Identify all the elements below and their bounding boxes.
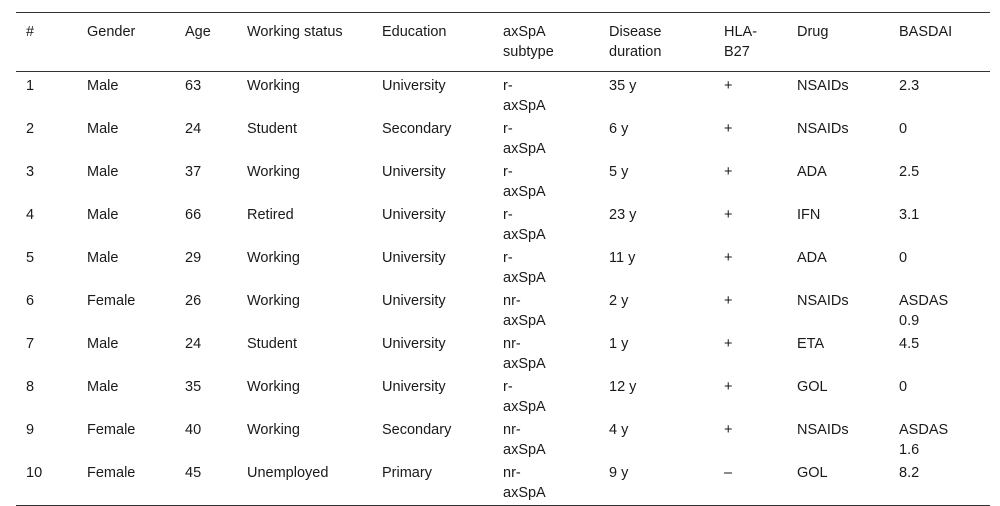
cell-number-value: 6 [26,293,35,309]
cell-axspa-subtype [493,290,599,333]
header-hla-b27-label: HLA-B27 [724,24,758,60]
cell-hla-b27-value: – [724,465,733,481]
cell-axspa-subtype [493,333,599,376]
cell-axspa-subtype-value: nr-axSpA [503,293,546,329]
cell-axspa-subtype-value: nr-axSpA [503,422,546,458]
table-row [16,333,990,376]
cell-education [372,118,493,161]
cell-number-value: 2 [26,121,35,137]
cell-age [175,247,237,290]
cell-basdai-value: 0 [899,121,908,137]
cell-education-value: University [382,164,446,180]
cell-age [175,376,237,419]
cell-age [175,204,237,247]
cell-axspa-subtype [493,376,599,419]
cell-hla-b27 [714,204,787,247]
header-axspa-subtype-label: axSpA subtype [503,24,554,60]
cell-hla-b27 [714,376,787,419]
cell-drug-value: GOL [797,465,828,481]
cell-education-value: University [382,336,446,352]
cell-age [175,290,237,333]
cell-age [175,462,237,506]
cell-education-value: Secondary [382,422,452,438]
cell-age-value: 66 [185,207,202,223]
header-disease-duration-label: Disease duration [609,24,662,60]
patient-characteristics-table [16,12,990,506]
cell-drug [787,247,889,290]
cell-working-status [237,333,372,376]
cell-axspa-subtype [493,462,599,506]
cell-working-status-value: Working [247,422,300,438]
cell-number-value: 8 [26,379,35,395]
cell-basdai-value: 2.3 [899,78,920,94]
cell-education-value: University [382,250,446,266]
table-header-row [16,13,990,72]
cell-basdai [889,376,990,419]
cell-education [372,419,493,462]
cell-gender [77,247,175,290]
cell-drug-value: GOL [797,379,828,395]
cell-hla-b27-value: + [724,293,733,309]
cell-hla-b27 [714,290,787,333]
cell-working-status-value: Working [247,164,300,180]
cell-drug-value: ADA [797,164,827,180]
cell-number [16,72,77,119]
cell-axspa-subtype [493,419,599,462]
cell-number-value: 4 [26,207,35,223]
cell-working-status-value: Retired [247,207,294,223]
cell-number-value: 9 [26,422,35,438]
cell-basdai [889,462,990,506]
cell-axspa-subtype [493,247,599,290]
cell-axspa-subtype-value: nr-axSpA [503,336,546,372]
table-row [16,247,990,290]
cell-drug [787,72,889,119]
table-row [16,204,990,247]
cell-hla-b27-value: + [724,422,733,438]
cell-disease-duration-value: 2 y [609,293,629,309]
cell-gender-value: Female [87,293,136,309]
cell-drug-value: NSAIDs [797,293,849,309]
table-body [16,72,990,506]
cell-age [175,72,237,119]
cell-disease-duration-value: 35 y [609,78,637,94]
cell-education [372,290,493,333]
cell-number-value: 5 [26,250,35,266]
cell-gender-value: Male [87,78,119,94]
cell-working-status-value: Working [247,293,300,309]
cell-age-value: 40 [185,422,202,438]
cell-age-value: 24 [185,336,202,352]
cell-number [16,118,77,161]
cell-drug-value: ADA [797,250,827,266]
cell-disease-duration-value: 4 y [609,422,629,438]
cell-age-value: 37 [185,164,202,180]
cell-hla-b27 [714,462,787,506]
cell-hla-b27-value: + [724,164,733,180]
cell-number [16,204,77,247]
cell-education [372,462,493,506]
cell-disease-duration-value: 9 y [609,465,629,481]
table-row [16,462,990,506]
cell-drug [787,118,889,161]
cell-education-value: Primary [382,465,432,481]
cell-education [372,204,493,247]
cell-axspa-subtype [493,161,599,204]
cell-basdai [889,419,990,462]
cell-education-value: Secondary [382,121,452,137]
cell-age-value: 26 [185,293,202,309]
cell-axspa-subtype-value: r-axSpA [503,379,546,415]
cell-working-status-value: Student [247,121,297,137]
cell-working-status [237,247,372,290]
cell-age-value: 35 [185,379,202,395]
cell-basdai [889,333,990,376]
cell-number-value: 7 [26,336,35,352]
cell-gender-value: Male [87,121,119,137]
cell-basdai [889,290,990,333]
cell-gender-value: Male [87,336,119,352]
cell-drug-value: NSAIDs [797,422,849,438]
cell-disease-duration-value: 1 y [609,336,629,352]
cell-axspa-subtype-value: r-axSpA [503,78,546,114]
cell-disease-duration-value: 11 y [609,250,636,266]
table-row [16,419,990,462]
cell-basdai-value: 0 [899,250,908,266]
cell-disease-duration [599,247,714,290]
cell-education [372,161,493,204]
cell-disease-duration [599,161,714,204]
cell-hla-b27 [714,72,787,119]
cell-number [16,161,77,204]
cell-hla-b27-value: + [724,336,733,352]
header-disease-duration [599,13,714,72]
cell-gender [77,161,175,204]
header-hla-b27 [714,13,787,72]
cell-education [372,247,493,290]
cell-gender [77,204,175,247]
header-basdai: BASDAI [899,24,953,40]
cell-disease-duration [599,462,714,506]
cell-working-status [237,290,372,333]
cell-gender [77,333,175,376]
table-row [16,161,990,204]
cell-hla-b27 [714,118,787,161]
cell-axspa-subtype [493,204,599,247]
cell-age-value: 45 [185,465,202,481]
cell-working-status [237,376,372,419]
cell-basdai-value: ASDAS 1.6 [899,422,949,458]
cell-working-status [237,462,372,506]
cell-disease-duration-value: 5 y [609,164,629,180]
cell-gender [77,419,175,462]
table-row [16,376,990,419]
cell-age [175,419,237,462]
cell-number-value: 1 [26,78,35,94]
cell-working-status [237,419,372,462]
cell-education-value: University [382,207,446,223]
cell-axspa-subtype [493,118,599,161]
cell-disease-duration [599,376,714,419]
cell-number-value: 10 [26,465,43,481]
cell-drug [787,161,889,204]
cell-hla-b27-value: + [724,207,733,223]
cell-disease-duration-value: 23 y [609,207,637,223]
cell-gender [77,462,175,506]
cell-basdai [889,72,990,119]
cell-disease-duration-value: 12 y [609,379,637,395]
cell-number [16,290,77,333]
cell-number-value: 3 [26,164,35,180]
cell-basdai-value: 3.1 [899,207,920,223]
cell-age [175,161,237,204]
cell-gender-value: Male [87,207,119,223]
cell-drug [787,204,889,247]
cell-drug-value: IFN [797,207,821,223]
cell-drug [787,419,889,462]
cell-drug-value: NSAIDs [797,121,849,137]
cell-hla-b27-value: + [724,250,733,266]
cell-number [16,333,77,376]
cell-age [175,118,237,161]
cell-gender-value: Female [87,422,136,438]
cell-education-value: University [382,78,446,94]
cell-working-status-value: Working [247,379,300,395]
cell-basdai [889,118,990,161]
cell-disease-duration [599,204,714,247]
header-working-status: Working status [247,24,343,40]
table-row [16,290,990,333]
cell-hla-b27-value: + [724,78,733,94]
cell-working-status [237,118,372,161]
cell-working-status [237,161,372,204]
cell-drug-value: NSAIDs [797,78,849,94]
cell-number [16,462,77,506]
cell-drug-value: ETA [797,336,825,352]
cell-basdai-value: 0 [899,379,908,395]
cell-gender-value: Female [87,465,136,481]
cell-gender [77,118,175,161]
cell-hla-b27 [714,247,787,290]
cell-working-status-value: Working [247,78,300,94]
cell-age-value: 24 [185,121,202,137]
cell-gender [77,290,175,333]
cell-education-value: University [382,293,446,309]
cell-working-status-value: Unemployed [247,465,329,481]
cell-axspa-subtype-value: r-axSpA [503,121,546,157]
patient-table-container [16,12,990,506]
cell-number [16,419,77,462]
cell-education [372,333,493,376]
cell-working-status-value: Student [247,336,297,352]
table-row [16,72,990,119]
cell-gender-value: Male [87,379,119,395]
cell-working-status-value: Working [247,250,300,266]
cell-gender-value: Male [87,250,119,266]
cell-axspa-subtype-value: nr-axSpA [503,465,546,501]
cell-drug [787,333,889,376]
cell-basdai-value: 2.5 [899,164,920,180]
header-axspa-subtype [493,13,599,72]
cell-education-value: University [382,379,446,395]
header-age: Age [185,24,211,40]
cell-working-status [237,204,372,247]
cell-basdai-value: 4.5 [899,336,920,352]
cell-drug [787,462,889,506]
table-row [16,118,990,161]
cell-hla-b27 [714,333,787,376]
cell-drug [787,290,889,333]
cell-number [16,247,77,290]
cell-basdai [889,247,990,290]
cell-age-value: 29 [185,250,202,266]
cell-disease-duration [599,419,714,462]
header-number: # [26,24,35,40]
cell-gender [77,72,175,119]
cell-basdai [889,204,990,247]
cell-basdai-value: 8.2 [899,465,920,481]
header-drug: Drug [797,24,829,40]
cell-hla-b27-value: + [724,121,733,137]
cell-axspa-subtype-value: r-axSpA [503,250,546,286]
cell-drug [787,376,889,419]
cell-age-value: 63 [185,78,202,94]
cell-gender [77,376,175,419]
cell-disease-duration [599,333,714,376]
cell-number [16,376,77,419]
cell-education [372,72,493,119]
cell-axspa-subtype-value: r-axSpA [503,164,546,200]
cell-education [372,376,493,419]
header-education: Education [382,24,447,40]
cell-age [175,333,237,376]
cell-gender-value: Male [87,164,119,180]
cell-hla-b27-value: + [724,379,733,395]
cell-basdai-value: ASDAS 0.9 [899,293,949,329]
cell-disease-duration [599,118,714,161]
cell-disease-duration [599,290,714,333]
cell-hla-b27 [714,161,787,204]
cell-disease-duration-value: 6 y [609,121,629,137]
cell-hla-b27 [714,419,787,462]
cell-axspa-subtype [493,72,599,119]
header-gender: Gender [87,24,136,40]
cell-axspa-subtype-value: r-axSpA [503,207,546,243]
cell-working-status [237,72,372,119]
cell-disease-duration [599,72,714,119]
cell-basdai [889,161,990,204]
